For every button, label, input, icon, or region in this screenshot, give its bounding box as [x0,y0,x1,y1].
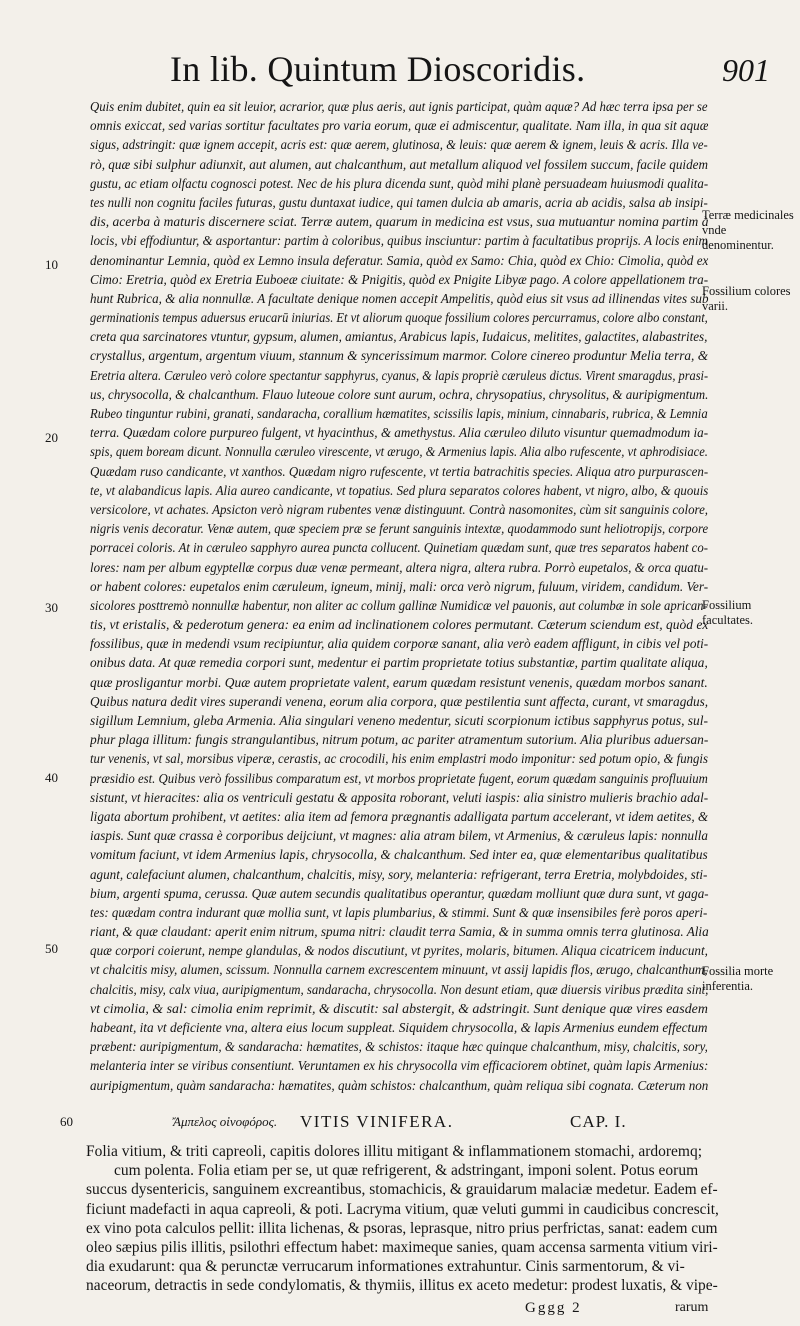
commentary-line: iaspis. Sunt quæ crassa è corporibus deijciunt, vt magnes: alia atram bilem, vt Armenius, & cæruleus lapis: nonnulla [90,829,708,845]
body-line: succus dysentericis, sanguinem excreantibus, stomachicis, & grauidarum malaciæ medetur. Eadem ef- [86,1181,718,1199]
body-line: dia exudarunt: qua & perunctæ verrucarum informationes extrahuntur. Cinis sarmentorum, & vi- [86,1258,685,1276]
commentary-line: vomitum faciunt, vt idem Armenius lapis, chrysocolla, & chalcanthum. Sed inter ea, quæ elementaribus qualitatibus [90,848,708,864]
commentary-line: melanteria inter se viribus consentiunt. Veruntamen ex his chrysocolla vim efficaciorem obtinet, quàm lapis Armenius: [90,1059,709,1075]
commentary-line: spis, quem boream dicunt. Nonnulla cæruleo virescente, vt ærugo, & Armenius lapis. Alia albo rufescente, vt aphrodisiace. [90,445,708,461]
commentary-line: crystallus, argentum, argentum viuum, stannum & syncerissimum marmor. Colore cinereo produntur Melia terra, & [90,349,709,365]
commentary-line: sistunt, vt hieracites: alia os ventriculi gestatu & apposita roborant, veluti iaspis: alia sinistro mulieris brachio adal- [90,790,709,806]
commentary-line: rò, quæ sibi sulphur adiunxit, aut alumen, aut chalcanthum, aut metallum aliquod vel fossilem succum, facile quidem [90,157,709,173]
commentary-line [90,1096,708,1098]
line-number: 20 [45,430,58,445]
body-line: Folia vitium, & triti capreoli, capitis dolores illitu mitigant & inflammationem stomachi, ardoremq; [86,1143,703,1160]
commentary-line: gustu, ac etiam olfactu cognosci potest. Nec de his plura dicenda sunt, quòd mihi planè persuadeam huiusmodi qualita- [90,176,708,192]
commentary-line: fossilibus, quæ in medendi vsum recipiuntur, alia quidem corporæ sanant, alia verò eadem affligunt, in cibis vel poti- [90,637,708,653]
commentary-line: germinationis tempus aduersus erucarū iniurias. Et vt aliorum quoque fossilium colores percurramus, colore albo constant, [90,311,708,327]
commentary-line: Cimo: Eretria, quòd ex Eretria Euboeæ ciuitate: & Pnigitis, quòd ex Pnigite Libyæ pago. A colore appellationem tra- [90,272,709,288]
commentary-line: Quis enim dubitet, quin ea sit leuior, acrarior, quæ plus aeris, aut ignis participat, quàm aquæ? Ad hæc terra ipsa per se [90,100,708,115]
commentary-line: ligata abortum prohibent, vt aetites: alia item ad femora prægnantis adalligata partum accelerant, vt idem aetites, & [90,809,708,825]
margin-note: Terræ medicinales vnde denominentur. [702,208,794,252]
commentary-line: terra. Quædam colore purpureo fulgent, vt hyacinthus, & amethystus. Alia cæruleo diluto visuntur quemadmodum ia- [90,426,709,442]
commentary-line: tes: quædam contra indurant quæ mollia sunt, vt lapis plumbarius, & stimmi. Sunt & quæ insensibiles ferè poros aperi- [90,905,708,921]
commentary-line: nigris venis decoratur. Venæ autem, quæ speciem præ se ferunt sanguinis intextæ, quodammodo sunt heliotropijs, corpore [90,522,708,538]
commentary-line: or habent colores: eupetalos enim cæruleum, igneum, minij, mali: orca verò nigrum, fuluum, viridem, candidum. Ver- [90,579,709,595]
margin-note: Fossilium facultates. [702,598,754,627]
commentary-line: tis, vt eristalis, & pederotum genera: ea enim ad inclinationem colores permutant. Cæterum sciendum est, quòd ex [90,618,709,634]
commentary-line: omnis exiccat, sed varias sortitur facultates pro varia eorum, quæ ei admiscentur, qualitate. Nam illa, in qua sit aquæ [90,119,709,135]
commentary-line: tes nulli non cognitu faciles futuras, gustu duntaxat iudice, qui tamen dulcia ab amaris, acria ab acidis, salsa ab insipi- [90,195,708,211]
commentary-line: riant, & quæ claudant: aperit enim nitrum, spuma nitri: claudit terra Samia, & in summa omnis terra glutinosa. Alia [90,925,709,941]
page-number: 901 [722,52,770,88]
commentary-line: Rubeo tinguntur rubini, granati, sandaracha, corallium hæmatites, scissilis lapis, minium, cinnabaris, rubrica, & Lemnia [90,407,708,422]
dioscorides-text [86,1142,720,1296]
commentary-line: creta qua sarcinatores vtuntur, gypsum, alumen, amiantus, Arabicus lapis, Iudaicus, melitites, galactites, alabastrites, [90,330,708,346]
commentary-line: quæ corpori coierunt, nempe glandulas, & nodos discutiunt, vt pyrites, molaris, bitumen. Aliqua cicatricem inducunt, [90,944,708,960]
commentary-line: præbent: auripigmentum, & sandaracha: hæmatites, & schistos: itaque hæc quinque chalcanthum, misy, chalcitis, sory, [90,1040,708,1056]
chapter-number: CAP. I. [570,1112,627,1131]
commentary-line: porracei coloris. At in cæruleo sapphyro aurea puncta collucent. Quinetiam quædam sunt, quæ tres separatos habent co- [90,541,708,557]
line-number: 30 [45,600,58,615]
commentary-line: agunt, calefaciunt alumen, chalcanthum, chalcitis, misy, sory, melanteria: refrigerant, terra Eretria, molybdoides, sti- [90,867,708,883]
commentary-line: habeant, ita vt deficiente vna, altera eius locum suppleat. Siquidem chrysocolla, & lapis Armenius eundem effectum [90,1021,708,1036]
line-number: 40 [45,770,58,785]
line-number: 50 [45,941,58,956]
commentary-line: lores: nam per album egyptellæ corpus duæ venæ permeant, altera nigra, altera rubra. Porrò eupetalos, & orca quatu- [90,560,709,576]
line-number: 10 [45,257,58,272]
chapter-heading [60,1112,760,1136]
catchword: rarum [675,1300,709,1315]
body-line: oleo sæpius pilis illitis, psilothri effectum habet: maximeque sanies, quam accensa sarmenta vitium viri- [86,1238,718,1256]
body-line: ex vino pota calculos pellit: illita lichenas, & psoras, leprasque, nitro prius perfrictas, sanat: eadem cum [86,1219,718,1237]
commentary-line: te, vt alabandicus lapis. Alia aureo candicante, vt topatius. Sed plura separatos colores habent, vt nigro, albo, & quouis [90,483,709,499]
body-line: naceorum, detractis in sede condylomatis, & thymiis, illitus ex aceto medetur: prodest luxatis, & vipe- [86,1277,718,1295]
page-header [170,48,770,96]
signature-mark: Gggg 2 [525,1300,582,1316]
commentary-line: sicolores posttremò nonnullæ habentur, non aliter ac collum gallinæ Numidicæ vel pauonis, aut columbæ in sole aprican- [90,598,708,614]
commentary-line: sigillum Lemnium, gleba Armenia. Alia singulari veneno medentur, sicuti scorpionum ictibus sapphyrus potus, sul- [90,714,708,729]
line-number: 60 [60,1114,73,1129]
margin-note: Fossilia morte inferentia. [702,964,774,993]
commentary-line: us, chrysocolla, & chalcanthum. Flauo luteoue colore sunt aurum, ochra, chrysopatius, chrysolitus, & auripigmentum. [90,387,709,403]
commentary-line: dis, acerba à maturis discernere sciat. Terræ autem, quarum in medicina est vsus, sua mutuantur nomina partim à [90,215,709,231]
commentary-line: chalcitis, misy, calx viua, auripigmentum, sandaracha, chrysocolla. Non desunt etiam, quæ diuersis viribus prædita sint, [90,982,709,998]
body-line: cum polenta. Folia etiam per se, ut quæ refrigerent, & adstringant, imponi solent. Potus eorum [114,1162,699,1180]
commentary-line: vt chalcitis misy, alumen, scissum. Nonnulla carnem excrescentem minuunt, vt assij lapidis flos, ærugo, chalcanthum, [90,963,708,979]
greek-title: Ἄμπελος οἰνοφόρος. [173,1114,278,1129]
commentary-line: phur plaga illitum: fungis strangulantibus, nitrum potum, ac pariter atramentum sutorium. Alia pluribus aduersan- [90,733,709,749]
commentary-line: locis, vbi effodiuntur, & asportantur: partim à coloribus, quibus insciuntur: partim à facultatibus proprijs. A locis enim [90,234,708,250]
commentary-text [90,98,710,1098]
commentary-line: Eretria altera. Cæruleo verò colore spectantur sapphyrus, cyanus, & lapis propriè cæruleus dictus. Virent smaragdus, prasi- [90,368,708,384]
margin-note: Fossilium colores varii. [702,284,791,313]
commentary-line: vt cimolia, & sal: cimolia enim reprimit, & discutit: sal abstergit, & adstringit. Sunt denique quæ vires easdem [90,1001,708,1017]
commentary-line: quæ prosligantur morbi. Quæ autem proprietate valent, earum quædam resistunt venenis, quædam morbos sanant. [90,675,708,691]
commentary-line: versicolore, vt achates. Apsicton verò nigram rubentes venæ distinguunt. Contrà nasomonites, cùm sit sanguinis colore, [90,502,708,518]
commentary-line: tur venenis, vt sal, morsibus viperæ, cerastis, ac crocodili, his enim emplastri modo imponitur: sed potum opio, & fungis [90,752,708,768]
commentary-line: denominantur Lemnia, quòd ex Lemno insula deferatur. Samia, quòd ex Samo: Chia, quòd ex Chio: Cimolia, quòd ex [90,253,709,269]
commentary-line: sigus, adstringit: quæ ignem accepit, acris est: quæ aerem, glutinosa, & leuis: quæ aerem & ignem, leuis & acris. Illa ve- [90,138,708,154]
commentary-line: hunt Rubrica, & alia nonnullæ. A facultate denique nomen accepit Ampelitis, quòd eius sit vsus ad illinendas vites sub [90,291,709,307]
commentary-line: auripigmentum, quàm sandaracha: hæmatites, quàm schistos: chalcanthum, quàm reliqua sibi cognata. Cæterum non [90,1078,709,1094]
commentary-line: Quibus natura dedit vires superandi venena, eorum alia corpora, quæ pestilentia sunt affecta, curant, vt smaragdus, [90,694,709,710]
running-head: In lib. Quintum Dioscoridis. [170,49,586,89]
commentary-line: bium, argenti spuma, cerussa. Quæ autem secundis qualitatibus operantur, quædam molliunt quæ dura sunt, vt gaga- [90,886,709,902]
commentary-line: præsidio est. Quibus verò fossilibus comparatum est, vt morbos proprietate fugent, eorum quædam sanguinis profluuium [90,771,708,787]
commentary-line: Quædam ruso candicante, vt xanthos. Quædam nigro rufescente, vt tertia batrachitis species. Aliqua atro purpurascen- [90,464,708,480]
chapter-title: VITIS VINIFERA. [300,1112,454,1131]
body-line: ficiunt madefacti in aqua capreoli, & poti. Lacryma vitium, quæ veluti gummi in caudicibus concrescit, [86,1200,719,1218]
commentary-line: onibus data. At quæ remedia corpori sunt, medentur ei partim proprietate totius substantiæ, partim qualitate aliqua, [90,656,708,672]
